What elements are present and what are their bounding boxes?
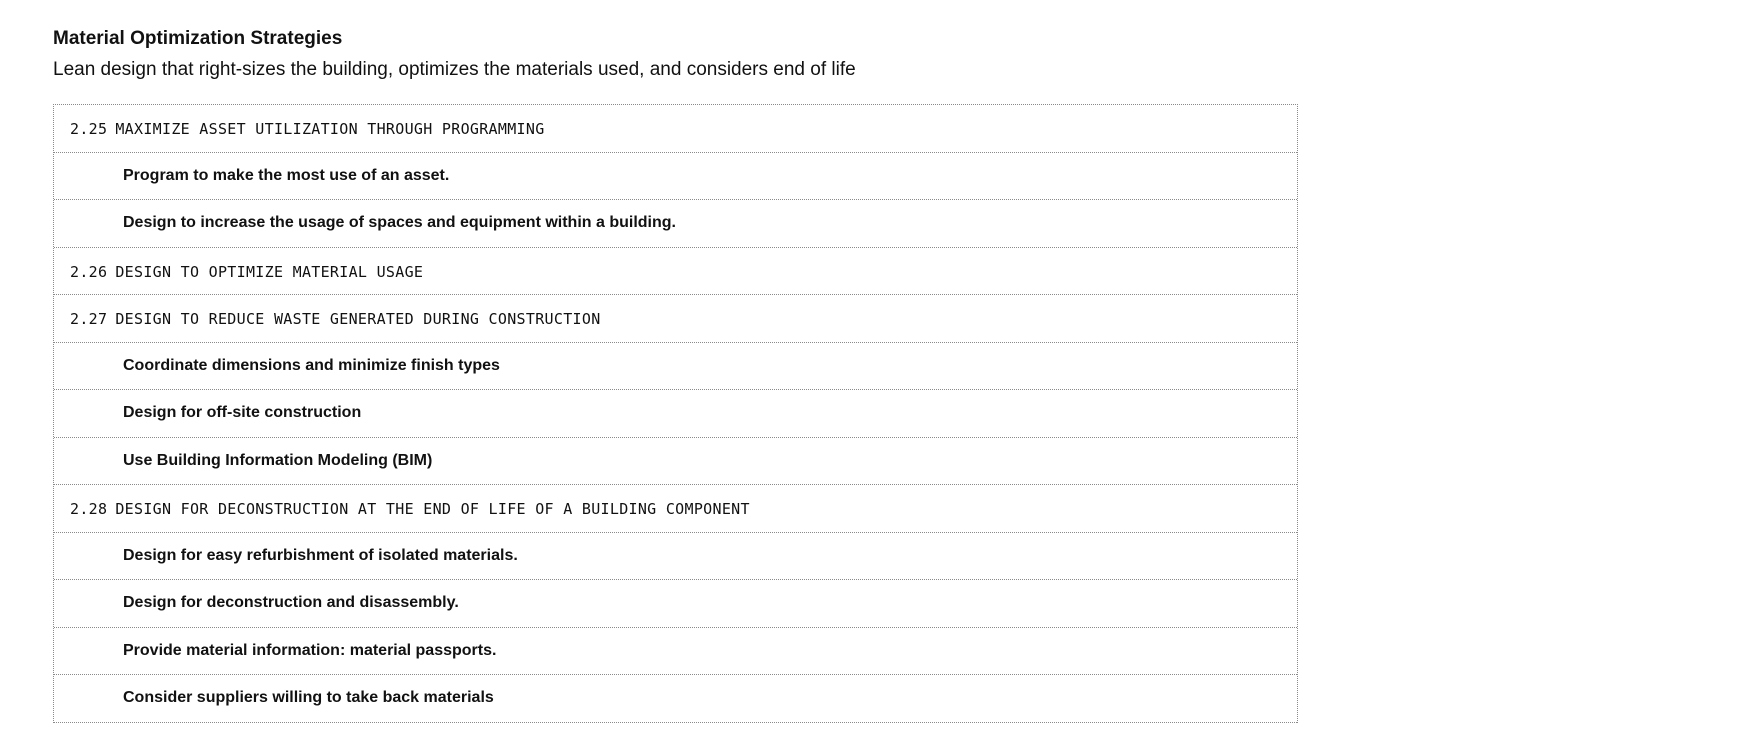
strategy-row xyxy=(54,343,1297,391)
strategy-text: Consider suppliers willing to take back materials xyxy=(123,689,494,707)
section-number: 2.27 xyxy=(70,310,108,329)
section-number: 2.26 xyxy=(70,262,108,281)
strategy-text: Design for easy refurbishment of isolated materials. xyxy=(123,546,518,564)
strategy-row xyxy=(54,438,1297,486)
section-number: 2.28 xyxy=(70,500,108,519)
strategies-table xyxy=(53,104,1298,723)
strategy-text: Use Building Information Modeling (BIM) xyxy=(123,451,433,469)
section-number: 2.25 xyxy=(70,120,108,139)
document-page xyxy=(53,24,1298,707)
strategy-text: Program to make the most use of an asset. xyxy=(123,166,450,184)
strategy-text: Design for deconstruction and disassembly. xyxy=(123,594,459,612)
strategy-row xyxy=(54,390,1297,438)
section-row-2-28 xyxy=(54,485,1297,533)
section-heading: DESIGN TO OPTIMIZE MATERIAL USAGE xyxy=(115,262,424,281)
section-row-2-25 xyxy=(54,105,1297,153)
strategy-row xyxy=(54,200,1297,248)
section-heading: MAXIMIZE ASSET UTILIZATION THROUGH PROGRAMMING xyxy=(115,120,545,139)
strategy-row xyxy=(54,628,1297,676)
strategy-row xyxy=(54,153,1297,201)
section-heading: DESIGN TO REDUCE WASTE GENERATED DURING CONSTRUCTION xyxy=(115,310,601,329)
section-row-2-27 xyxy=(54,295,1297,343)
strategy-row xyxy=(54,533,1297,581)
strategy-row xyxy=(54,580,1297,628)
strategy-text: Provide material information: material passports. xyxy=(123,641,497,659)
strategy-row xyxy=(54,675,1297,723)
strategy-text: Coordinate dimensions and minimize finish types xyxy=(123,356,500,374)
page-title: Material Optimization Strategies xyxy=(53,28,343,49)
strategy-text: Design to increase the usage of spaces and equipment within a building. xyxy=(123,214,676,232)
section-row-2-26 xyxy=(54,248,1297,296)
page-subtitle: Lean design that right-sizes the building, optimizes the materials used, and considers end of life xyxy=(53,59,856,80)
strategy-text: Design for off-site construction xyxy=(123,404,362,422)
section-heading: DESIGN FOR DECONSTRUCTION AT THE END OF LIFE OF A BUILDING COMPONENT xyxy=(115,500,750,519)
